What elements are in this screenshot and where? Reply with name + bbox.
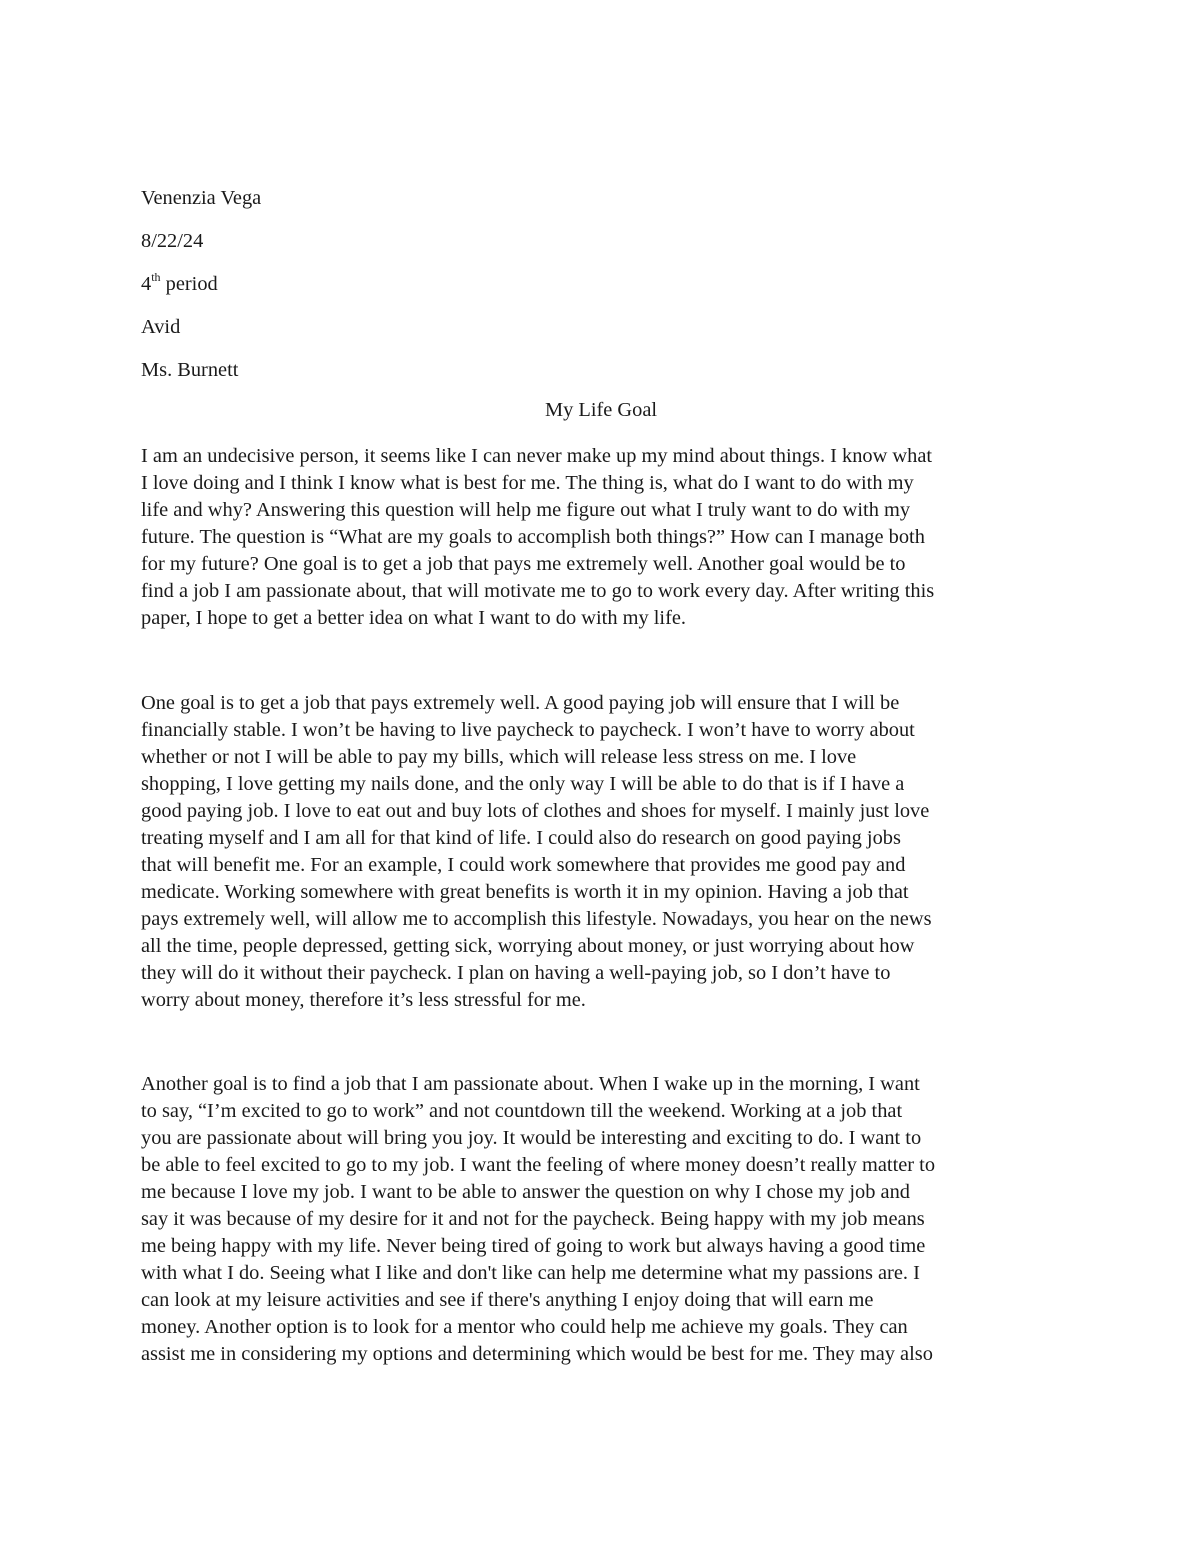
text-line: say it was because of my desire for it and not for the paycheck. Being happy with my job means <box>141 1208 925 1230</box>
text-line: good paying job. I love to eat out and buy lots of clothes and shoes for myself. I mainly just love <box>141 800 930 822</box>
essay-title: My Life Goal <box>544 399 658 421</box>
period-label: period <box>160 273 218 295</box>
class-name: Avid <box>141 316 181 338</box>
text-line: with what I do. Seeing what I like and don't like can help me determine what my passions are. I <box>141 1262 920 1284</box>
essay-heading <box>141 186 1061 401</box>
class-period <box>141 272 1061 297</box>
text-line: can look at my leisure activities and see if there's anything I enjoy doing that will earn me <box>141 1289 874 1311</box>
text-line: life and why? Answering this question will help me figure out what I truly want to do with my <box>141 499 911 521</box>
text-line: money. Another option is to look for a mentor who could help me achieve my goals. They can <box>141 1316 908 1338</box>
text-line: they will do it without their paycheck. I plan on having a well-paying job, so I don’t have to <box>141 962 891 984</box>
text-line: treating myself and I am all for that kind of life. I could also do research on good paying jobs <box>141 827 901 849</box>
period-number: 4 <box>141 273 152 295</box>
text-line: medicate. Working somewhere with great benefits is worth it in my opinion. Having a job that <box>141 881 909 903</box>
text-line: find a job I am passionate about, that will motivate me to go to work every day. After writing this <box>141 580 935 602</box>
text-line: assist me in considering my options and determining which would be best for me. They may also <box>141 1343 933 1365</box>
paragraph-passionate-job <box>141 1071 1061 1368</box>
paragraph-well-paying-job <box>141 690 1061 1014</box>
text-line: that will benefit me. For an example, I could work somewhere that provides me good pay and <box>141 854 906 876</box>
text-line: me because I love my job. I want to be able to answer the question on why I chose my job and <box>141 1181 910 1203</box>
student-name: Venenzia Vega <box>141 187 262 209</box>
text-line: pays extremely well, will allow me to accomplish this lifestyle. Nowadays, you hear on the news <box>141 908 932 930</box>
text-line: shopping, I love getting my nails done, and the only way I will be able to do that is if I have a <box>141 773 905 795</box>
text-line: worry about money, therefore it’s less stressful for me. <box>141 989 586 1011</box>
text-line: I love doing and I think I know what is best for me. The thing is, what do I want to do with my <box>141 472 914 494</box>
text-line: One goal is to get a job that pays extremely well. A good paying job will ensure that I will be <box>141 692 900 714</box>
text-line: paper, I hope to get a better idea on what I want to do with my life. <box>141 607 687 629</box>
essay-date: 8/22/24 <box>141 230 204 252</box>
text-line: financially stable. I won’t be having to live paycheck to paycheck. I won’t have to worry about <box>141 719 915 741</box>
text-line: I am an undecisive person, it seems like I can never make up my mind about things. I know what <box>141 445 933 467</box>
text-line: you are passionate about will bring you joy. It would be interesting and exciting to do. I want to <box>141 1127 922 1149</box>
text-line: be able to feel excited to go to my job. I want the feeling of where money doesn’t really matter to <box>141 1154 936 1176</box>
text-line: future. The question is “What are my goals to accomplish both things?” How can I manage both <box>141 526 925 548</box>
teacher-name: Ms. Burnett <box>141 359 239 381</box>
text-line: Another goal is to find a job that I am passionate about. When I wake up in the morning, I want <box>141 1073 920 1095</box>
text-line: whether or not I will be able to pay my bills, which will release less stress on me. I love <box>141 746 857 768</box>
text-line: for my future? One goal is to get a job that pays me extremely well. Another goal would be to <box>141 553 906 575</box>
text-line: me being happy with my life. Never being tired of going to work but always having a good time <box>141 1235 926 1257</box>
paragraph-introduction <box>141 443 1061 632</box>
text-line: all the time, people depressed, getting sick, worrying about money, or just worrying about how <box>141 935 915 957</box>
text-line: to say, “I’m excited to go to work” and not countdown till the weekend. Working at a job that <box>141 1100 903 1122</box>
period-suffix: th <box>151 270 161 285</box>
